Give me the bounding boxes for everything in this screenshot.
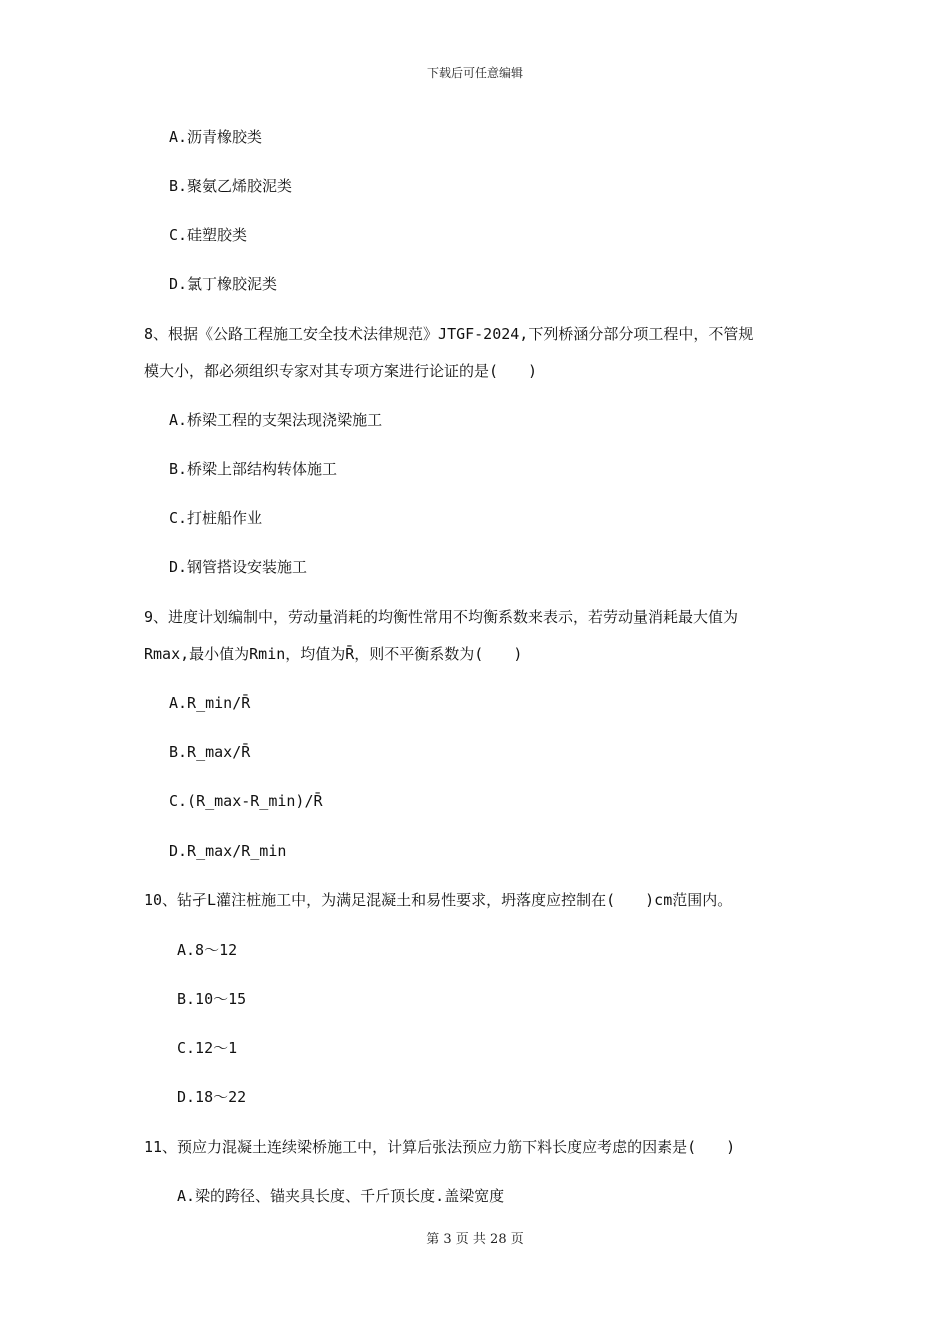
page-header: 下载后可任意编辑 <box>426 66 523 80</box>
option-c: C.(R_max-R_min)/R̄ <box>169 792 323 810</box>
option-a: A.沥青橡胶类 <box>169 128 263 146</box>
option-a: A.8～12 <box>177 941 238 959</box>
option-a: A.梁的跨径、锚夹具长度、千斤顶长度.盖梁宽度 <box>177 1187 505 1205</box>
question-9-line-2: Rmax,最小值为Rmin，均值为R̄，则不平衡系数为( ) <box>144 645 523 663</box>
option-b: B.桥梁上部结构转体施工 <box>169 460 338 478</box>
option-d: D.18～22 <box>177 1088 247 1106</box>
option-a: A.R_min/R̄ <box>169 694 251 712</box>
option-d: D.R_max/R_min <box>169 842 287 860</box>
option-c: C.硅塑胶类 <box>169 226 248 244</box>
option-d: D.钢管搭设安装施工 <box>169 558 308 576</box>
option-b: B.R_max/R̄ <box>169 743 251 761</box>
option-c: C.12～1 <box>177 1039 238 1057</box>
question-10: 10、钻孑L灌注桩施工中，为满足混凝土和易性要求，坍落度应控制在( )cm范围内。 <box>144 891 733 909</box>
question-9-line-1: 9、进度计划编制中，劳动量消耗的均衡性常用不均衡系数来表示，若劳动量消耗最大值为 <box>144 608 739 626</box>
question-8-line-2: 模大小，都必须组织专家对其专项方案进行论证的是( ) <box>144 362 538 380</box>
question-8-line-1: 8、根据《公路工程施工安全技术法律规范》JTGF-2024,下列桥涵分部分项工程中，不管规 <box>144 325 754 343</box>
option-d: D.氯丁橡胶泥类 <box>169 275 278 293</box>
option-a: A.桥梁工程的支架法现浇梁施工 <box>169 411 383 429</box>
option-b: B.聚氨乙烯胶泥类 <box>169 177 293 195</box>
option-b: B.10～15 <box>177 990 247 1008</box>
page-footer: 第 3 页 共 28 页 <box>426 1232 524 1247</box>
question-11: 11、预应力混凝土连续梁桥施工中，计算后张法预应力筋下料长度应考虑的因素是( ) <box>144 1138 736 1156</box>
option-c: C.打桩船作业 <box>169 509 263 527</box>
